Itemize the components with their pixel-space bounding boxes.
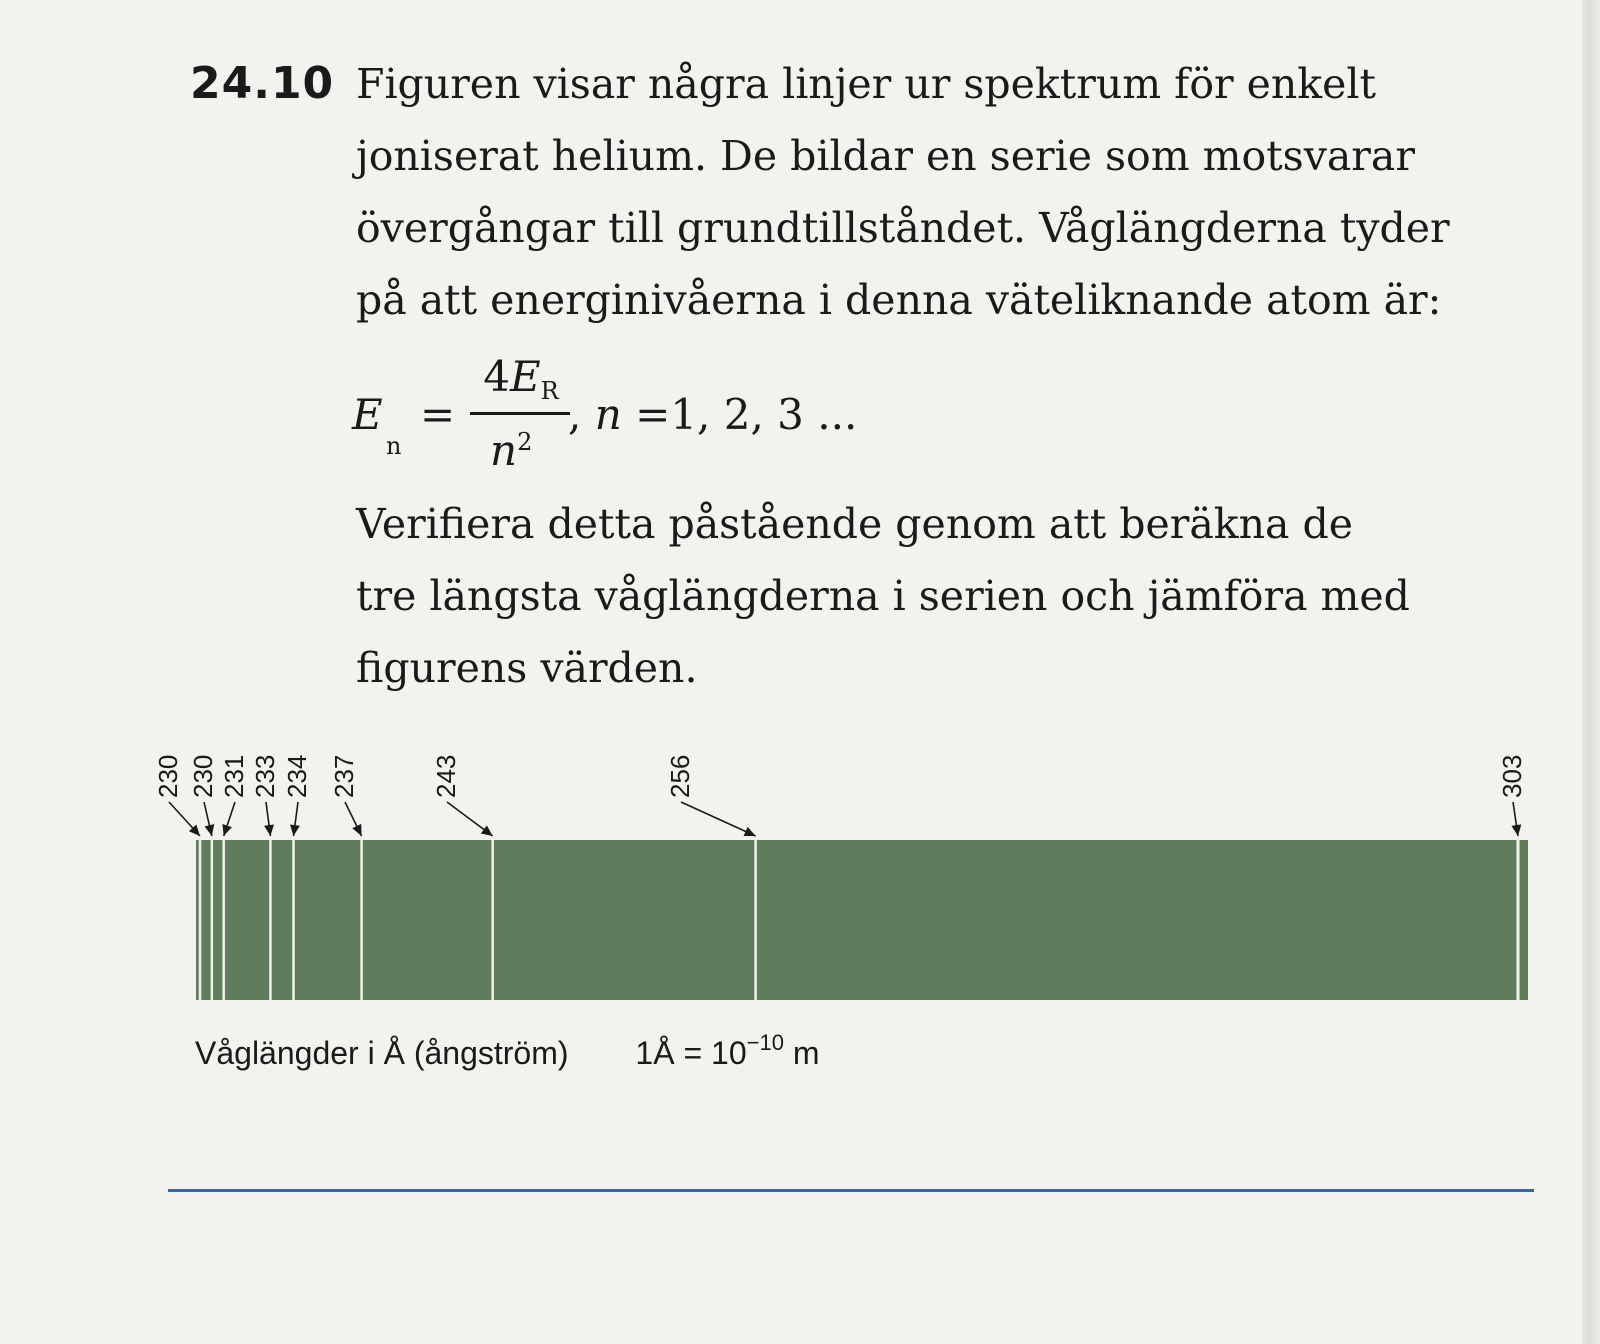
problem-task <box>356 488 1496 704</box>
range-variable: n <box>594 390 622 439</box>
fraction-bar <box>470 412 570 415</box>
problem-intro <box>356 48 1496 336</box>
wavelength-label: 237 <box>329 754 359 798</box>
wavelength-label: 230 <box>153 754 183 798</box>
formula-numerator <box>472 352 570 405</box>
formula-range <box>568 390 857 439</box>
task-line: tre längsta våglängderna i serien och jämföra med <box>356 572 1410 620</box>
formula-lhs-subscript: n <box>386 432 402 460</box>
intro-line: Figuren visar några linjer ur spektrum för enkelt <box>356 60 1376 108</box>
unit-equation <box>635 1030 820 1071</box>
intro-line: övergångar till grundtillståndet. Våglängderna tyder <box>356 204 1450 252</box>
formula-comma: , <box>568 390 582 439</box>
caption-text: Våglängder i Å (ångström) <box>195 1035 569 1071</box>
denominator-exponent: 2 <box>517 428 533 456</box>
range-values: =1, 2, 3 ... <box>621 390 858 439</box>
spectrum-figure <box>0 720 1600 1020</box>
unit-exponent: −10 <box>746 1030 784 1055</box>
wavelength-label: 234 <box>282 754 312 798</box>
task-line: figurens värden. <box>356 644 698 692</box>
numerator-symbol: E <box>509 352 541 401</box>
wavelength-label: 303 <box>1497 754 1527 798</box>
numerator-subscript: R <box>540 377 559 405</box>
wavelength-label: 233 <box>250 754 280 798</box>
denominator-variable: n <box>490 426 518 475</box>
arrow-head <box>205 824 215 836</box>
intro-line: på att energinivåerna i denna väteliknande atom är: <box>356 276 1442 324</box>
task-line: Verifiera detta påstående genom att beräkna de <box>356 500 1354 548</box>
page-edge <box>1582 0 1600 1344</box>
label-arrow <box>681 802 756 836</box>
arrow-head <box>222 824 231 836</box>
wavelength-label: 256 <box>665 754 695 798</box>
spectrum-labels <box>153 755 1527 836</box>
formula-lhs: E <box>352 390 383 439</box>
formula-denominator <box>490 426 532 475</box>
unit-suffix: m <box>783 1035 820 1071</box>
formula-equals: = <box>420 390 456 439</box>
wavelength-label: 230 <box>188 754 218 798</box>
wavelength-label: 243 <box>431 754 461 798</box>
wavelength-label: 231 <box>219 754 249 798</box>
figure-caption <box>195 1030 819 1072</box>
intro-line: joniserat helium. De bildar en serie som motsvarar <box>356 132 1415 180</box>
problem-number: 24.10 <box>190 58 335 109</box>
arrow-head <box>481 825 493 836</box>
spectrum-band <box>196 840 1528 1000</box>
arrow-head <box>264 824 274 836</box>
section-divider <box>168 1189 1534 1192</box>
arrow-head <box>290 824 300 836</box>
arrow-head <box>1511 824 1521 836</box>
numerator-coefficient: 4 <box>483 352 510 401</box>
energy-level-formula <box>352 352 952 482</box>
unit-prefix: 1Å = 10 <box>635 1035 747 1071</box>
